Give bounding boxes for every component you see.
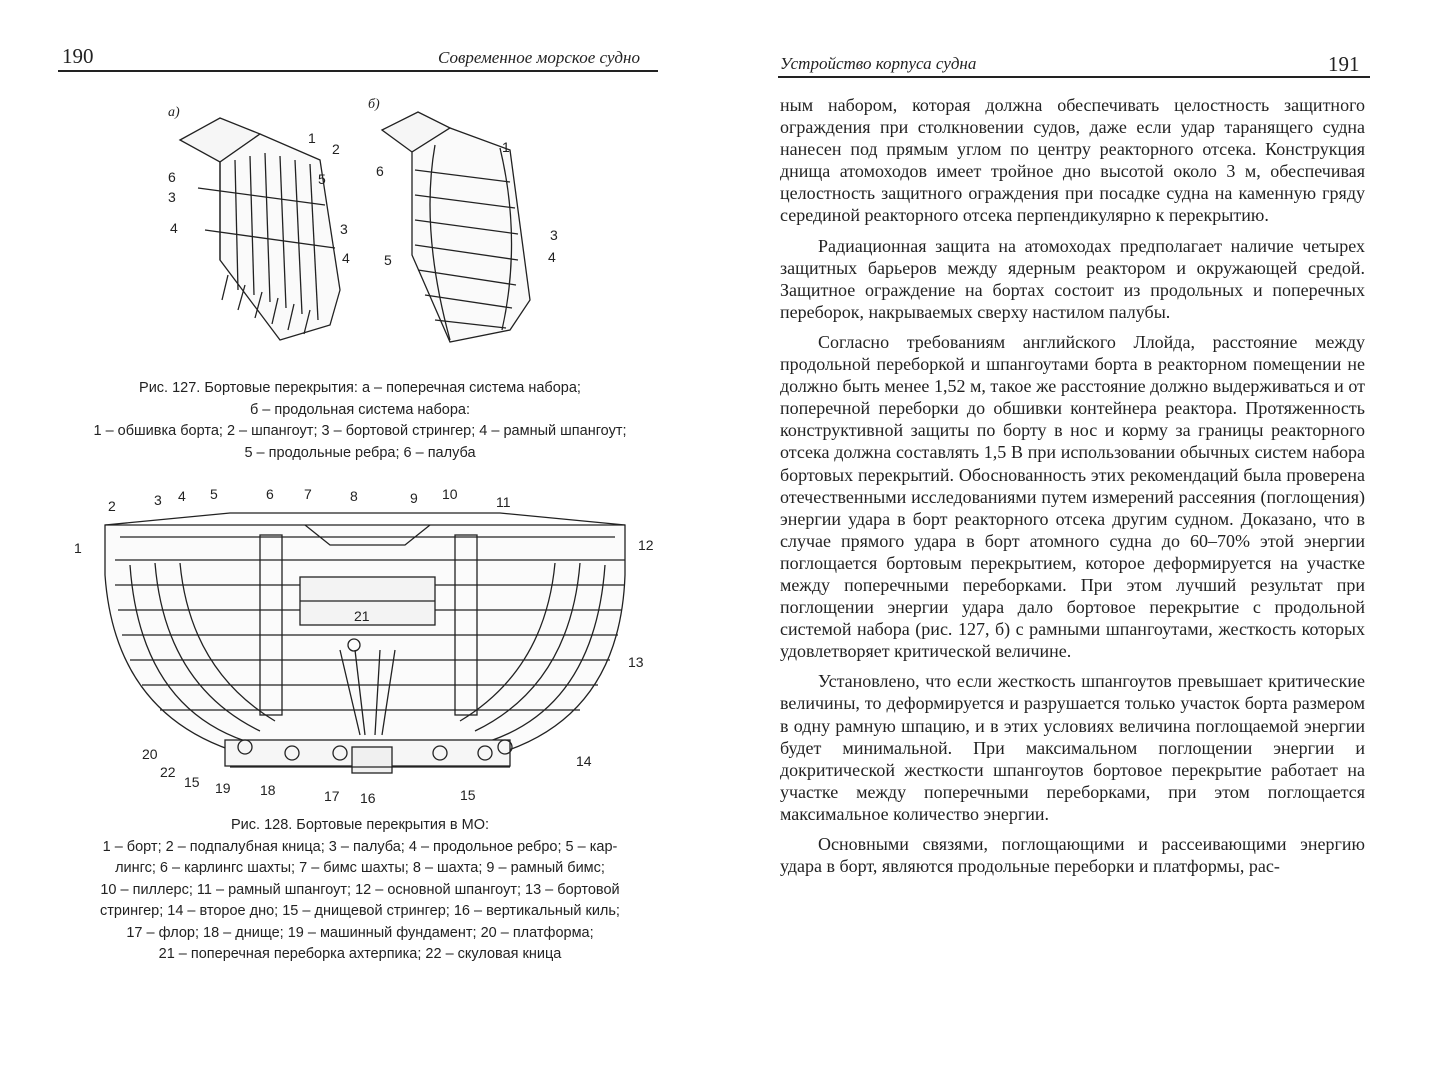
fig127-callout-a-3b: 3 [340,221,348,237]
figure-127 [150,90,570,360]
fig128-callout-6: 6 [266,486,274,502]
body-text [780,94,1365,885]
fig128-callout-15: 15 [184,774,200,790]
fig128-hull-drawing [105,513,625,773]
fig127-sublabel-b: б) [368,97,380,112]
fig128-callout-14: 14 [576,753,592,769]
running-title-left: Современное морское судно [438,48,640,67]
fig128-callout-4: 4 [178,488,186,504]
figure-127-caption [40,378,680,464]
header-rule-left [58,70,658,72]
running-title-right: Устройство корпуса судна [780,54,977,73]
paragraph: Основными связями, поглощающими и рассеивающими энергию удара в борт, являются продольные переборки и платформы, рас- [780,834,1365,877]
caption-128-line: 17 – флор; 18 – днище; 19 – машинный фундамент; 20 – платформа; [126,924,594,941]
page-number-right: 191 [1328,52,1360,76]
fig127-callout-a-4: 4 [170,220,178,236]
caption-128-line: Рис. 128. Бортовые перекрытия в МО: [230,817,490,833]
fig128-callout-12: 12 [638,537,654,553]
fig128-callout-17: 17 [324,788,340,804]
fig128-callout-20: 20 [142,746,158,762]
fig128-callout-21: 21 [354,608,370,624]
caption-127-line: Рис. 127. Бортовые перекрытия: а – поперечная система набора; [139,380,581,396]
fig127-callout-b-6: 6 [376,163,384,179]
figure-128 [60,485,680,810]
paragraph: Радиационная защита на атомоходах предполагает наличие четырех защитных барьеров между ядерным реактором и окружающей средой. Защитное ограждение на бортах состоит из продольных и поперечных переборок, накрываемых сверху настилом палубы. [780,235,1365,322]
caption-127-line: б – продольная система набора: [249,401,471,418]
fig127-callout-b-3: 3 [550,227,558,243]
fig127-drawing-a [180,118,340,340]
caption-128-line: стрингер; 14 – второе дно; 15 – днищевой стрингер; 16 – вертикальный киль; [100,903,620,919]
fig127-callout-a-4b: 4 [342,250,350,266]
fig127-callout-a-1: 1 [308,130,316,146]
caption-128-line: 1 – борт; 2 – подпалубная кница; 3 – палуба; 4 – продольное ребро; 5 – кар- [102,838,618,855]
caption-128-line: 21 – поперечная переборка ахтерпика; 22 – скуловая кница [158,946,562,962]
fig128-callout-9: 9 [410,490,418,506]
fig127-callout-a-6: 6 [168,169,176,185]
fig127-callout-b-4: 4 [548,249,556,265]
fig128-callout-7: 7 [304,486,312,502]
caption-127-line: 1 – обшивка борта; 2 – шпангоут; 3 – бортовой стрингер; 4 – рамный шпангоут; [93,423,627,439]
fig128-callout-2: 2 [108,498,116,514]
page-number-left: 190 [62,44,94,68]
fig127-callout-a-3: 3 [168,189,176,205]
fig128-callout-11: 11 [496,494,511,510]
fig128-callout-8: 8 [350,488,358,504]
fig127-callout-a-5: 5 [318,171,326,187]
fig128-callout-3: 3 [154,492,162,508]
fig127-callout-a-2: 2 [332,141,340,157]
paragraph: ным набором, которая должна обеспечивать целостность защитного ограждения при столкновении судов, даже если удар таранящего судна нанесен под прямым углом по центру реакторного отсека. Конструкция днища атомоходов имеет тройное дно высотой около 3 м, обеспечивая целостность защитного ограждения при посадке судна на каменную гряду серединой реакторного отсека перпендикулярно к перекрытию. [780,95,1365,226]
header-rule-right [778,76,1370,78]
fig128-callout-19: 19 [215,780,231,796]
paragraph: Установлено, что если жесткость шпангоутов превышает критические величины, то деформируется и разрушается только участок борта размером в одну рамную шпацию, и в этих условиях величина поглощаемой энергии будет минимальной. При максимальном поглощении энергии и докритической жесткости шпангоутов бортовое перекрытие работает на участке между поперечными переборками, при этом поглощается максимальное количество энергии. [780,671,1365,824]
figure-128-caption [58,815,662,966]
fig128-callout-16: 16 [360,790,376,806]
fig128-callout-1: 1 [74,540,82,556]
right-page [720,0,1440,1080]
fig127-callout-b-1: 1 [502,139,510,155]
fig128-callout-13: 13 [628,654,644,670]
fig128-callout-18: 18 [260,782,276,798]
paragraph: Согласно требованиям английского Ллойда, расстояние между продольной переборкой и шпангоутами борта в реакторном помещении не должно быть менее 1,52 м, такое же расстояние должно выдерживаться и от поперечной переборки до обшивки контейнера реактора. Протяженность конструктивной защиты по борту в нос и корму за границы реакторного отсека должна составлять 1,5 В при использовании обычных систем набора бортовых перекрытий. Обоснованность этих рекомендаций была проверена отечественными исследованиями путем измерений рассеяния (поглощения) энергии удара в борт реакторного отсека другим судном. Доказано, что в случае прямого удара в борт атомного судна до 60–70% этой энергии поглощается бортовым перекрытием, которое деформируется на участке между поперечными переборками. При этом лучший результат при поглощении энергии удара дало бортовое перекрытие с продольной системой набора (рис. 127, б) с рамными шпангоутами, жесткость которых удовлетворяет критической величине. [780,331,1365,662]
fig128-callout-22: 22 [160,764,176,780]
fig127-sublabel-a: а) [168,105,180,120]
fig127-callout-b-5: 5 [384,252,392,268]
fig128-callout-5: 5 [210,486,218,502]
caption-128-line: лингс; 6 – карлингс шахты; 7 – бимс шахты; 8 – шахта; 9 – рамный бимс; [115,860,605,876]
fig128-callout-15b: 15 [460,787,476,803]
caption-127-line: 5 – продольные ребра; 6 – палуба [244,444,476,461]
fig128-callout-10: 10 [442,486,458,502]
caption-128-line: 10 – пиллерс; 11 – рамный шпангоут; 12 – основной шпангоут; 13 – бортовой [100,881,620,898]
